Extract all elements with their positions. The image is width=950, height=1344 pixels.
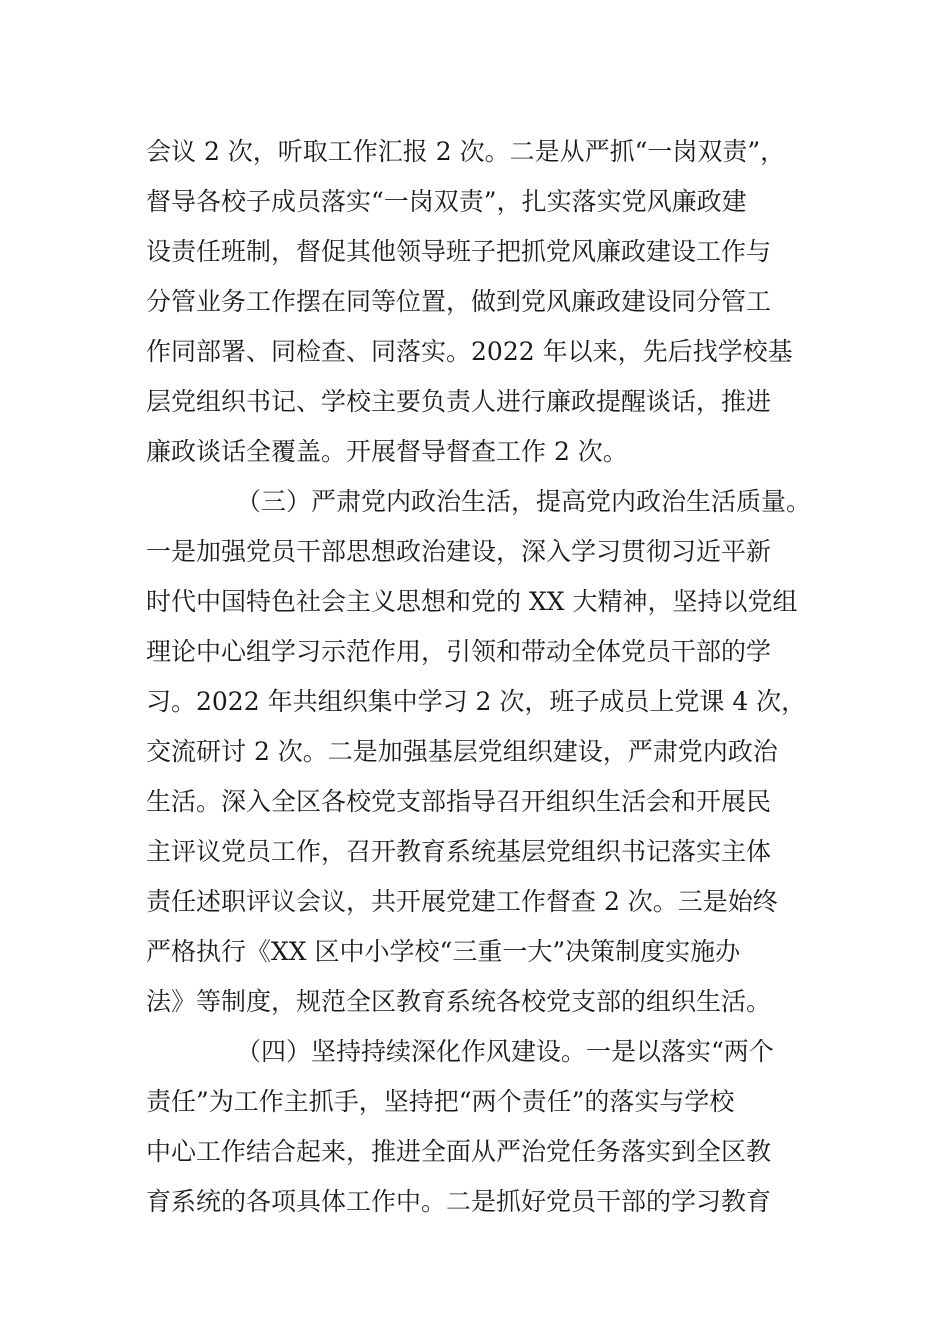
text-line: 责任述职评议会议，共开展党建工作督查 2 次。三是始终 [146,887,778,916]
text-line: 交流研讨 2 次。二是加强基层党组织建设，严肃党内政治 [146,737,778,766]
text-line: 习。2022 年共组织集中学习 2 次，班子成员上党课 4 次， [146,687,807,716]
text-line: 分管业务工作摆在同等位置，做到党风廉政建设同分管工 [146,287,772,316]
text-line: 理论中心组学习示范作用，引领和带动全体党员干部的学 [146,637,772,666]
section-heading-4: （四）坚持持续深化作风建设。一是以落实“两个 [236,1037,774,1066]
text-line: 生活。深入全区各校党支部指导召开组织生活会和开展民 [146,787,772,816]
text-line: 会议 2 次，听取工作汇报 2 次。二是从严抓“一岗双责”， [146,137,786,166]
text-line: 作同部署、同检查、同落实。2022 年以来，先后找学校基 [146,337,793,366]
text-line: 层党组织书记、学校主要负责人进行廉政提醒谈话，推进 [146,387,772,416]
text-line: 时代中国特色社会主义思想和党的 XX 大精神，坚持以党组 [146,587,798,616]
text-line: 法》等制度，规范全区教育系统各校党支部的组织生活。 [146,987,772,1016]
text-line: 一是加强党员干部思想政治建设，深入学习贯彻习近平新 [146,537,772,566]
text-line: 严格执行《XX 区中小学校“三重一大”决策制度实施办 [146,937,741,966]
text-line: 廉政谈话全覆盖。开展督导督查工作 2 次。 [146,437,628,466]
text-line: 育系统的各项具体工作中。二是抓好党员干部的学习教育 [146,1187,772,1216]
text-line: 设责任班制，督促其他领导班子把抓党风廉政建设工作与 [146,237,772,266]
text-line: 责任”为工作主抓手，坚持把“两个责任”的落实与学校 [146,1087,735,1116]
text-line: 督导各校子成员落实“一岗双责”，扎实落实党风廉政建 [146,187,747,216]
text-line: 主评议党员工作，召开教育系统基层党组织书记落实主体 [146,837,772,866]
section-heading-3: （三）严肃党内政治生活，提高党内政治生活质量。 [236,487,812,516]
text-line: 中心工作结合起来，推进全面从严治党任务落实到全区教 [146,1137,772,1166]
